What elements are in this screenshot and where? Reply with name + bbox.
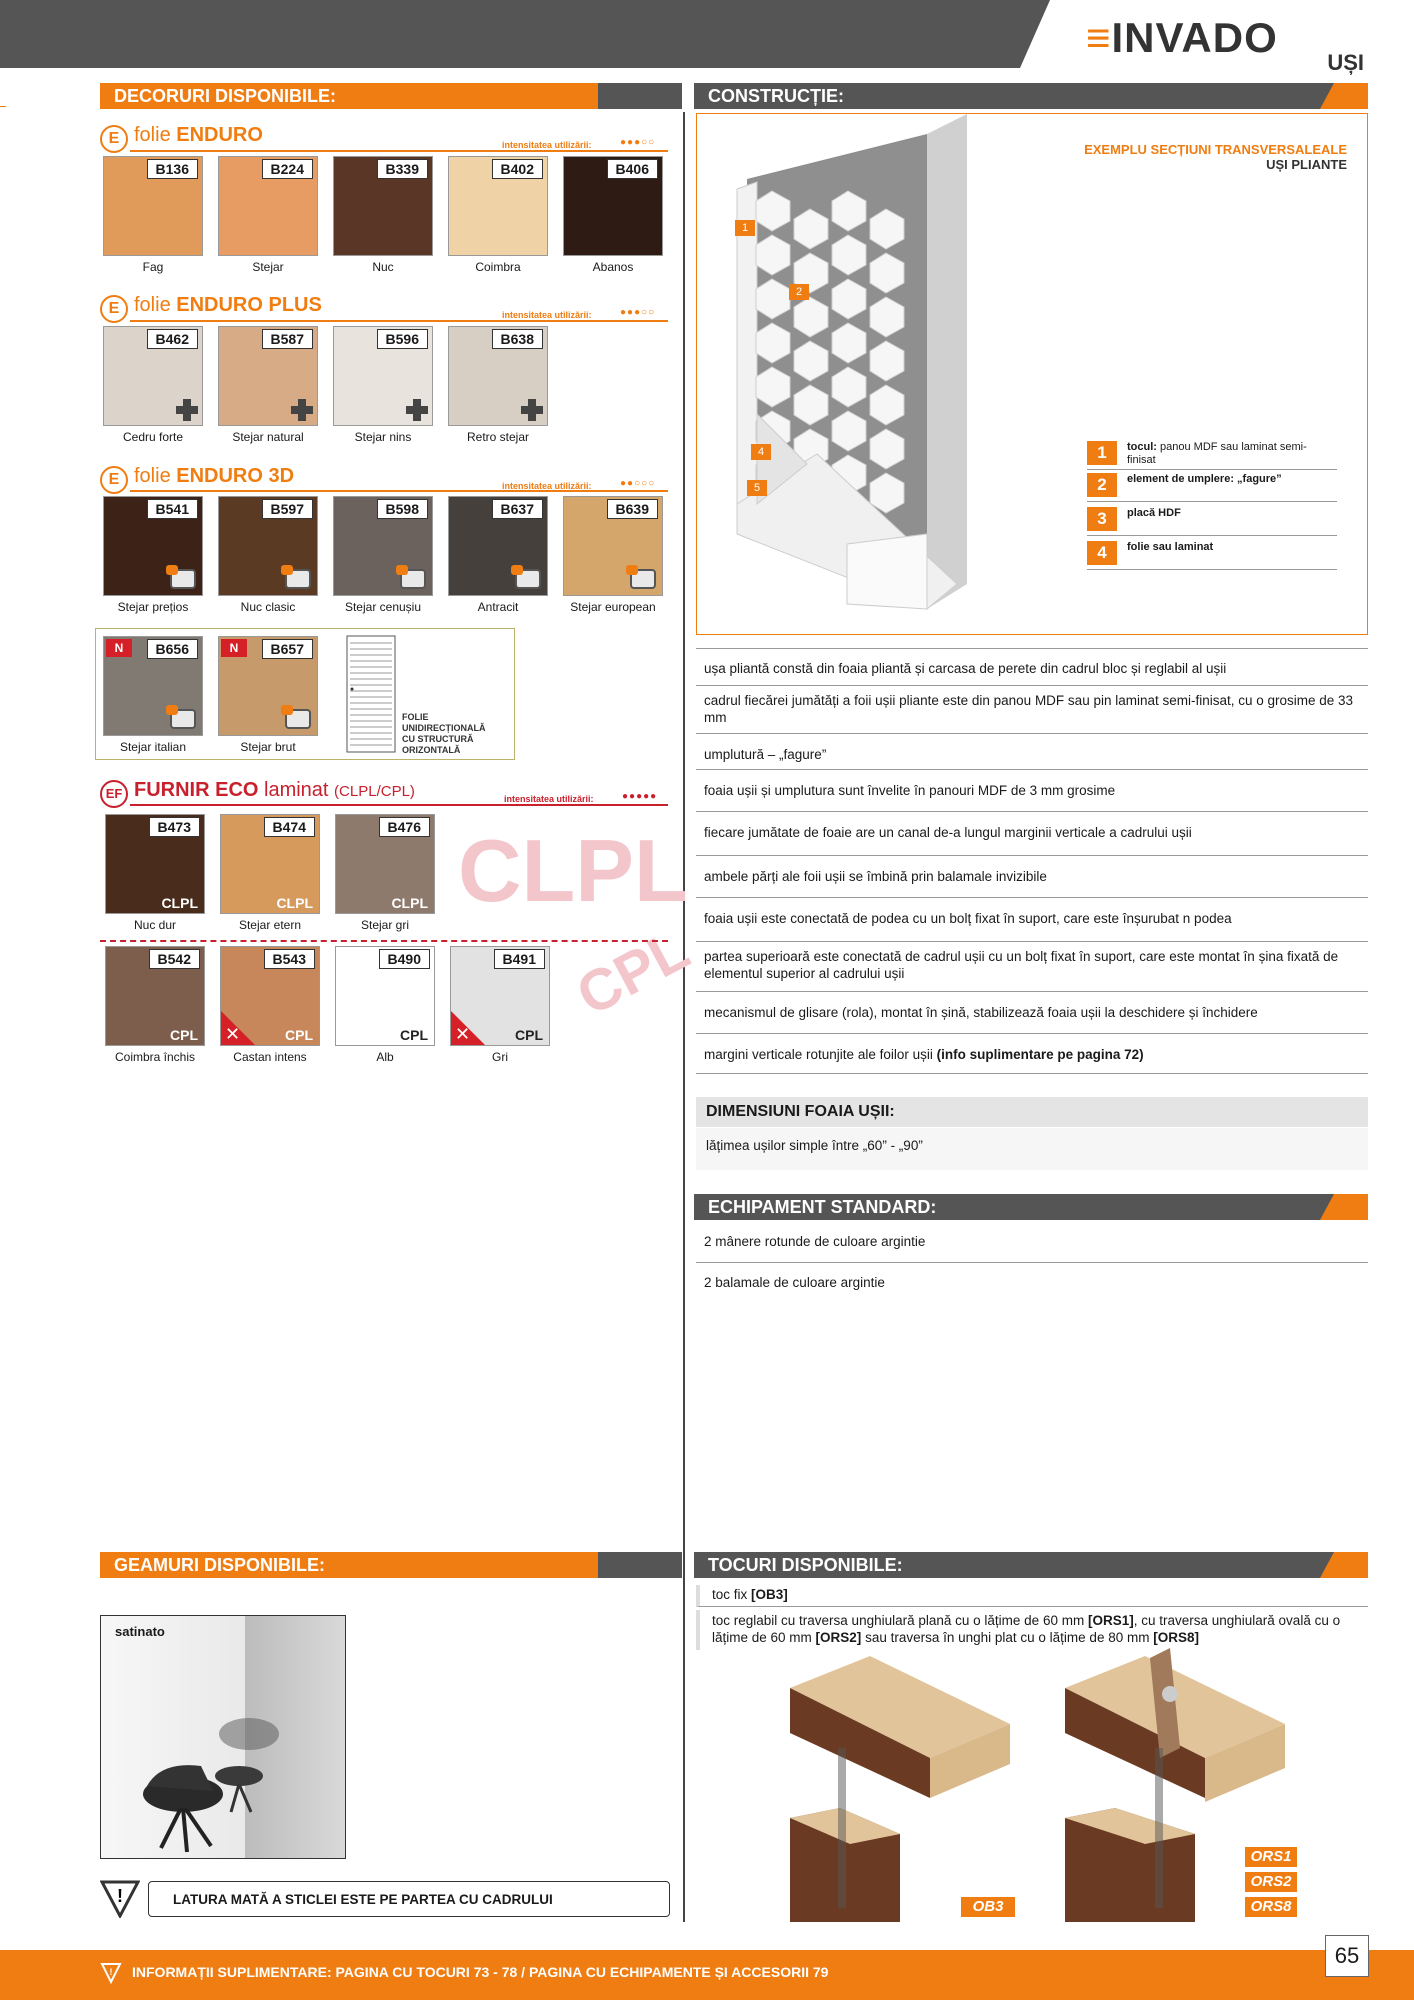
horizontal-structure-icon bbox=[346, 635, 396, 753]
construction-item bbox=[696, 942, 1368, 992]
3d-structure-icon bbox=[285, 709, 311, 729]
construction-item bbox=[696, 734, 1368, 770]
swatch-name: Alb bbox=[376, 1050, 394, 1064]
new-badge: N bbox=[106, 639, 132, 657]
swatch-code: B597 bbox=[262, 499, 313, 519]
brand-logo-text: INVADO bbox=[1111, 14, 1278, 61]
swatch-name: Nuc bbox=[372, 260, 394, 274]
swatch-code: B596 bbox=[377, 329, 428, 349]
swatch-name: Coimbra bbox=[475, 260, 521, 274]
section-tocuri-title: TOCURI DISPONIBILE: bbox=[708, 1555, 903, 1575]
laminate-type: CLPL bbox=[276, 895, 313, 911]
swatch-name: Coimbra închis bbox=[114, 1050, 196, 1064]
swatch-b542 bbox=[105, 946, 205, 1046]
legend-number: 4 bbox=[1087, 541, 1117, 565]
legend-text bbox=[1127, 541, 1327, 554]
laminate-type: CLPL bbox=[161, 895, 198, 911]
legend-text bbox=[1127, 507, 1327, 520]
legend-item-2 bbox=[1087, 471, 1337, 502]
swatch-code: B638 bbox=[492, 329, 543, 349]
plus-icon bbox=[521, 399, 543, 421]
footer-bar bbox=[0, 1950, 1414, 2000]
brand-logo: ≡INVADO UȘI bbox=[1086, 14, 1364, 75]
enduro-3d-intensity-dots: ●●○○○ bbox=[620, 478, 656, 489]
swatch-code: B656 bbox=[147, 639, 198, 659]
legend-number: 2 bbox=[1087, 473, 1117, 497]
swatch-b597 bbox=[218, 496, 318, 596]
section-bar-accent bbox=[598, 83, 682, 109]
swatch-b136 bbox=[103, 156, 203, 256]
construction-last-bold: (info suplimentare pe pagina 72) bbox=[936, 1047, 1144, 1062]
legend-item-4 bbox=[1087, 539, 1337, 570]
legend-item-1 bbox=[1087, 439, 1337, 470]
swatch-b473 bbox=[105, 814, 205, 914]
section-decoruri bbox=[100, 83, 682, 109]
horizontal-structure-note bbox=[402, 712, 486, 756]
furnir-title-mid: laminat bbox=[258, 779, 335, 801]
swatch-b543 bbox=[220, 946, 320, 1046]
dimensiuni-body bbox=[696, 1128, 1368, 1170]
swatch-name: Stejar italian bbox=[119, 740, 187, 754]
frame-text: , cu traversa unghiulară ovală cu o lățime de 60 mm bbox=[712, 1613, 1341, 1645]
legend-item-3 bbox=[1087, 505, 1337, 536]
tocuri-line-1-pre: toc fix bbox=[712, 1587, 752, 1602]
construction-item-text: partea superioară este conectată de cadrul ușii cu un bolț fixat în suport, care este montat în șina fixată de elementul superior al cadrului ușii bbox=[704, 949, 1339, 981]
enduro-3d-title-bold: ENDURO 3D bbox=[176, 465, 295, 487]
section-decoruri-title: DECORURI DISPONIBILE: bbox=[114, 86, 337, 106]
swatch-b476 bbox=[335, 814, 435, 914]
enduro-plus-intensity-dots: ●●●○○ bbox=[620, 307, 656, 318]
furnir-line bbox=[130, 804, 668, 806]
construction-item-text: fiecare jumătate de foaie are un canal de-a lungul marginii verticale a cadrului ușii bbox=[704, 825, 1192, 840]
laminate-type: CPL bbox=[400, 1027, 428, 1043]
legend-number: 1 bbox=[1087, 441, 1117, 465]
svg-text:!: ! bbox=[117, 1886, 123, 1906]
swatch-b637 bbox=[448, 496, 548, 596]
footer-warning-icon bbox=[100, 1962, 122, 1984]
section-bar-accent-3 bbox=[598, 1552, 682, 1578]
construction-last-pre: margini verticale rotunjite ale foilor ușii bbox=[704, 1047, 937, 1062]
furnir-intensity-dots: ●●●●● bbox=[622, 791, 658, 802]
tocuri-line-1-bold: [OB3] bbox=[751, 1587, 788, 1602]
frame-tag-ors1: ORS1 bbox=[1244, 1846, 1298, 1868]
enduro-icon: E bbox=[100, 125, 128, 153]
enduro-3d-icon: E bbox=[100, 466, 128, 494]
glass-warning-text: LATURA MATĂ A STICLEI ESTE PE PARTEA CU CADRULUI bbox=[173, 1892, 553, 1907]
marker-5: 5 bbox=[747, 480, 767, 496]
construction-item-text: foaia ușii și umplutura sunt învelite în panouri MDF de 3 mm grosime bbox=[704, 783, 1116, 798]
note-line-4: ORIZONTALĂ bbox=[402, 745, 461, 755]
laminate-type: CLPL bbox=[391, 895, 428, 911]
swatch-code: B543 bbox=[264, 949, 315, 969]
furnir-divider bbox=[100, 940, 668, 942]
swatch-b656 bbox=[103, 636, 203, 736]
furnir-icon: EF bbox=[100, 780, 128, 808]
swatch-name: Stejar prețios bbox=[117, 600, 189, 614]
swatch-name: Abanos bbox=[592, 260, 634, 274]
swatch-code: B462 bbox=[147, 329, 198, 349]
swatch-code: B339 bbox=[377, 159, 428, 179]
tocuri-line-2 bbox=[696, 1610, 1368, 1650]
construction-item-text: cadrul fiecărei jumătăți a foii ușii pliante este din panou MDF sau pin laminat semi-finisat, cu o grosime de 33 mm bbox=[704, 693, 1354, 725]
construction-item bbox=[696, 992, 1368, 1034]
enduro-title-bold: ENDURO bbox=[176, 124, 263, 146]
plus-icon bbox=[176, 399, 198, 421]
swatch-name: Stejar bbox=[252, 260, 284, 274]
swatch-code: B490 bbox=[379, 949, 430, 969]
swatch-name: Gri bbox=[492, 1050, 508, 1064]
swatch-b474 bbox=[220, 814, 320, 914]
legend-rest: panou MDF sau laminat semi-finisat bbox=[1127, 441, 1307, 466]
frame-tag-ors2: ORS2 bbox=[1244, 1871, 1298, 1893]
construction-item-text: ambele părți ale foii ușii se îmbină prin balamale invizibile bbox=[704, 869, 1047, 884]
construction-item bbox=[696, 686, 1368, 734]
note-line-2: UNIDIRECȚIONALĂ bbox=[402, 723, 486, 733]
swatch-code: B406 bbox=[607, 159, 658, 179]
diagram-title: EXEMPLU SECȚIUNI TRANSVERSALEALE bbox=[1084, 142, 1347, 157]
construction-item-last bbox=[696, 1034, 1368, 1074]
lounge-chair-illustration bbox=[101, 1616, 345, 1858]
marker-2: 2 bbox=[789, 284, 809, 300]
swatch-name: Stejar natural bbox=[232, 430, 304, 444]
glass-warning-box bbox=[148, 1881, 670, 1917]
3d-structure-icon bbox=[400, 569, 426, 589]
construction-item-text: mecanismul de glisare (rola), montat în șină, stabilizează foaia ușii la deschidere și închidere bbox=[704, 1005, 1258, 1020]
enduro-plus-heading bbox=[100, 294, 322, 323]
swatch-code: B587 bbox=[262, 329, 313, 349]
swatch-b224 bbox=[218, 156, 318, 256]
swatch-code: B541 bbox=[147, 499, 198, 519]
frame-code: [ORS8] bbox=[1153, 1630, 1199, 1645]
clpl-watermark: CLPL bbox=[458, 821, 688, 920]
note-line-1: FOLIE bbox=[402, 712, 429, 722]
swatch-code: B473 bbox=[149, 817, 200, 837]
enduro-plus-title-pre: folie bbox=[134, 294, 177, 316]
enduro-title-pre: folie bbox=[134, 124, 177, 146]
swatch-code: B637 bbox=[492, 499, 543, 519]
svg-text:!: ! bbox=[109, 1967, 113, 1977]
legend-number: 3 bbox=[1087, 507, 1117, 531]
swatch-code: B402 bbox=[492, 159, 543, 179]
swatch-name: Antracit bbox=[477, 600, 519, 614]
footer-text: INFORMAȚII SUPLIMENTARE: PAGINA CU TOCURI 73 - 78 / PAGINA CU ECHIPAMENTE ȘI ACCESORII 79 bbox=[132, 1964, 829, 1980]
enduro-plus-intensity-label: intensitatea utilizării: bbox=[502, 310, 592, 320]
section-constructie bbox=[694, 83, 1368, 109]
echipament-row-2 bbox=[696, 1263, 1368, 1303]
swatch-b598 bbox=[333, 496, 433, 596]
glass-label: satinato bbox=[115, 1624, 165, 1639]
frame-tag-ob3: OB3 bbox=[960, 1896, 1016, 1918]
margin-mark bbox=[0, 106, 6, 107]
swatch-name: Stejar nins bbox=[354, 430, 412, 444]
tocuri-line-1 bbox=[696, 1585, 1368, 1607]
swatch-name: Cedru forte bbox=[122, 430, 184, 444]
swatch-code: B474 bbox=[264, 817, 315, 837]
swatch-name: Retro stejar bbox=[466, 430, 530, 444]
warning-icon bbox=[100, 1880, 140, 1918]
swatch-b490 bbox=[335, 946, 435, 1046]
construction-item bbox=[696, 856, 1368, 898]
swatch-name: Castan intens bbox=[233, 1050, 307, 1064]
swatch-name: Stejar european bbox=[570, 600, 656, 614]
frame-tag-ors8: ORS8 bbox=[1244, 1896, 1298, 1918]
plus-icon bbox=[291, 399, 313, 421]
section-echipament-title: ECHIPAMENT STANDARD: bbox=[708, 1197, 937, 1217]
construction-item-text: umplutură – „fagure” bbox=[704, 747, 827, 762]
enduro-3d-intensity-label: intensitatea utilizării: bbox=[502, 481, 592, 491]
enduro-plus-title-bold: ENDURO PLUS bbox=[176, 294, 322, 316]
swatch-code: B542 bbox=[149, 949, 200, 969]
frame-text: toc reglabil cu traversa unghiulară plană cu o lățime de 60 mm bbox=[712, 1613, 1088, 1628]
legend-text bbox=[1127, 441, 1327, 467]
swatch-code: B224 bbox=[262, 159, 313, 179]
section-tocuri bbox=[694, 1552, 1368, 1578]
diagram-subtitle: UȘI PLIANTE bbox=[1266, 157, 1347, 172]
swatch-b587 bbox=[218, 326, 318, 426]
construction-item bbox=[696, 812, 1368, 856]
column-divider bbox=[683, 112, 685, 1922]
construction-item bbox=[696, 898, 1368, 942]
3d-structure-icon bbox=[170, 569, 196, 589]
swatch-code: B491 bbox=[494, 949, 545, 969]
section-bar-accent-orange-2 bbox=[1320, 1194, 1368, 1220]
dimensiuni-text: lățimea ușilor simple între „60” - „90” bbox=[706, 1138, 923, 1153]
swatch-b639 bbox=[563, 496, 663, 596]
swatch-b638 bbox=[448, 326, 548, 426]
swatch-name: Nuc dur bbox=[133, 918, 177, 932]
note-line-3: CU STRUCTURĂ bbox=[402, 734, 474, 744]
frame-text: sau traversa în unghi plat cu o lățime de 80 mm bbox=[861, 1630, 1154, 1645]
laminate-type: CPL bbox=[170, 1027, 198, 1043]
enduro-3d-title-pre: folie bbox=[134, 465, 177, 487]
section-bar-accent-orange bbox=[1320, 83, 1368, 109]
tocuri-line-2-text bbox=[712, 1612, 1362, 1646]
echipament-text-2: 2 balamale de culoare argintie bbox=[704, 1275, 885, 1290]
swatch-b596 bbox=[333, 326, 433, 426]
furnir-title-small: (CLPL/CPL) bbox=[334, 783, 415, 800]
3d-structure-icon bbox=[170, 709, 196, 729]
legend-bold: folie sau laminat bbox=[1127, 541, 1214, 553]
page-number: 65 bbox=[1325, 1935, 1369, 1977]
construction-item-text bbox=[704, 1046, 1354, 1063]
swatch-name: Stejar gri bbox=[360, 918, 410, 932]
swatch-code: B639 bbox=[607, 499, 658, 519]
construction-item-text: ușa pliantă constă din foaia pliantă și carcasa de perete din cadrul bloc și reglabil al ușii bbox=[704, 661, 1227, 676]
swatch-b491 bbox=[450, 946, 550, 1046]
swatch-code: B657 bbox=[262, 639, 313, 659]
enduro-line bbox=[130, 150, 668, 152]
not-available-icon bbox=[221, 1011, 255, 1045]
swatch-b657 bbox=[218, 636, 318, 736]
construction-diagram-box bbox=[696, 113, 1368, 635]
swatch-code: B598 bbox=[377, 499, 428, 519]
brand-sub: UȘI bbox=[1327, 50, 1364, 75]
construction-list bbox=[696, 648, 1368, 1088]
legend-bold: tocul: bbox=[1127, 441, 1157, 453]
3d-structure-icon bbox=[285, 569, 311, 589]
3d-structure-icon bbox=[515, 569, 541, 589]
construction-item bbox=[696, 770, 1368, 812]
swatch-b406 bbox=[563, 156, 663, 256]
swatch-name: Fag bbox=[142, 260, 164, 274]
echipament-row-1 bbox=[696, 1222, 1368, 1263]
furnir-title-bold: FURNIR ECO bbox=[134, 779, 259, 801]
enduro-intensity-label: intensitatea utilizării: bbox=[502, 140, 592, 150]
not-available-icon bbox=[451, 1011, 485, 1045]
enduro-heading bbox=[100, 124, 263, 153]
legend-text bbox=[1127, 473, 1327, 486]
legend-bold: placă HDF bbox=[1127, 507, 1181, 519]
cpl-watermark: CPL bbox=[566, 916, 700, 1029]
marker-1: 1 bbox=[735, 220, 755, 236]
swatch-b402 bbox=[448, 156, 548, 256]
plus-icon bbox=[406, 399, 428, 421]
section-geamuri-title: GEAMURI DISPONIBILE: bbox=[114, 1555, 326, 1575]
furnir-intensity-label: intensitatea utilizării: bbox=[504, 794, 594, 804]
dimensiuni-header: DIMENSIUNI FOAIA UȘII: bbox=[696, 1097, 1368, 1127]
enduro-plus-icon: E bbox=[100, 295, 128, 323]
laminate-type: CPL bbox=[285, 1027, 313, 1043]
swatch-name: Stejar etern bbox=[238, 918, 302, 932]
swatch-name: Stejar cenușiu bbox=[344, 600, 422, 614]
swatch-name: Nuc clasic bbox=[240, 600, 296, 614]
glass-satinato-image bbox=[100, 1615, 346, 1859]
swatch-b541 bbox=[103, 496, 203, 596]
laminate-type: CPL bbox=[515, 1027, 543, 1043]
swatch-name: Stejar brut bbox=[240, 740, 296, 754]
new-badge: N bbox=[221, 639, 247, 657]
construction-item-text: foaia ușii este conectată de podea cu un bolț fixat în suport, care este înșurubat n podea bbox=[704, 911, 1232, 926]
frame-code: [ORS1] bbox=[1087, 1613, 1134, 1628]
swatch-code: B476 bbox=[379, 817, 430, 837]
swatch-b462 bbox=[103, 326, 203, 426]
enduro-plus-line bbox=[130, 320, 668, 322]
section-echipament bbox=[694, 1194, 1368, 1220]
section-geamuri bbox=[100, 1552, 682, 1578]
section-bar-accent-orange-3 bbox=[1320, 1552, 1368, 1578]
section-constructie-title: CONSTRUCȚIE: bbox=[708, 86, 844, 106]
construction-item bbox=[696, 648, 1368, 686]
swatch-b339 bbox=[333, 156, 433, 256]
marker-4: 4 bbox=[751, 444, 771, 460]
echipament-text-1: 2 mânere rotunde de culoare argintie bbox=[704, 1234, 926, 1249]
swatch-code: B136 bbox=[147, 159, 198, 179]
frame-code: [ORS2] bbox=[815, 1630, 862, 1645]
3d-structure-icon bbox=[630, 569, 656, 589]
legend-bold: element de umplere: „fagure” bbox=[1127, 473, 1282, 485]
enduro-intensity-dots: ●●●○○ bbox=[620, 137, 656, 148]
